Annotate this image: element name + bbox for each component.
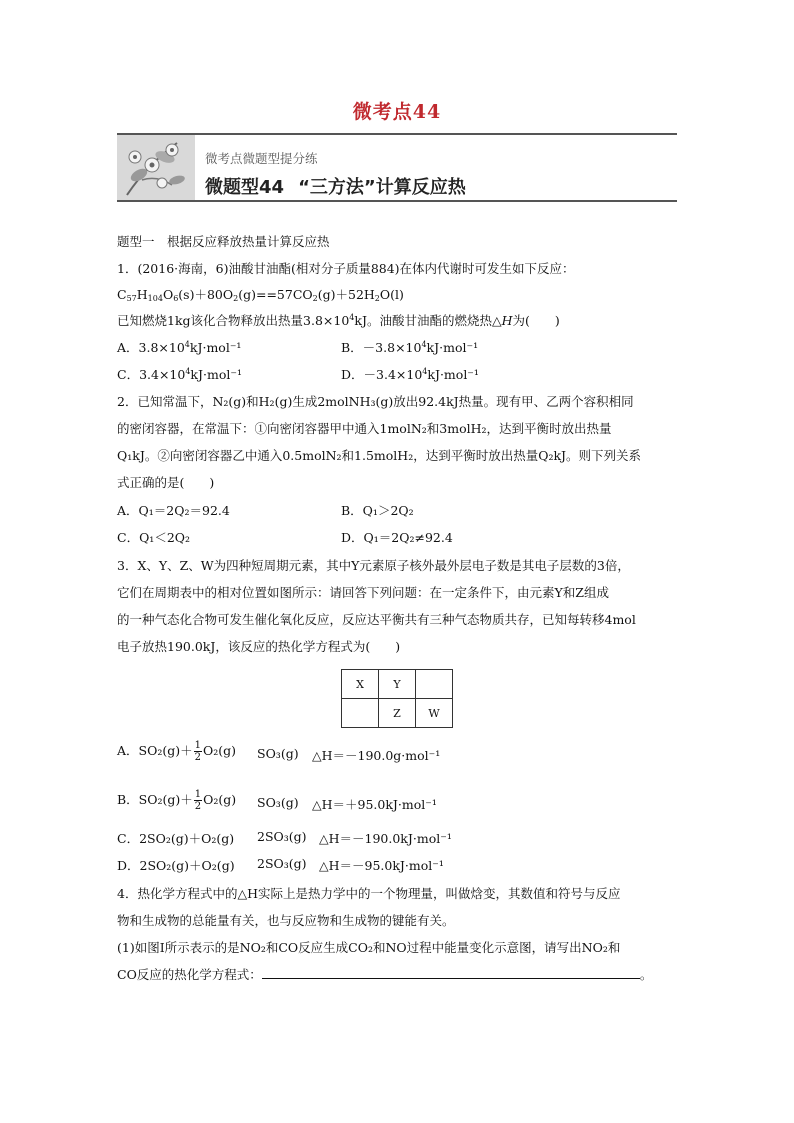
q2-line4: 式正确的是( ) <box>117 475 215 490</box>
flower-illustration-icon <box>117 135 195 200</box>
table-row <box>342 699 453 728</box>
table-cell: Y <box>379 670 416 699</box>
banner-label: 微题型44 <box>205 177 285 198</box>
q3-line1: 3．X、Y、Z、W为四种短周期元素，其中Y元素原子核外最外层电子数是其电子层数的3倍， <box>117 558 630 573</box>
q3-line4: 电子放热190.0kJ，该反应的热化学方程式为( ) <box>117 639 401 654</box>
q3-option-c-product: 2SO₃(g) <box>257 829 307 844</box>
q1-option-d[interactable]: D．$-3.4\times 10^4kJ\cdot mol^{-1}$ <box>341 367 479 382</box>
q3-line3: 的一种气态化合物可发生催化氧化反应，反应达平衡共有三种气态物质共存，已知每转移4mol <box>117 612 636 627</box>
fraction: $\frac{1}{2}$ <box>194 789 202 812</box>
banner-topic: “三方法”计算反应热 <box>298 177 466 198</box>
q3-option-b-enthalpy: △H＝＋95.0kJ·mol⁻¹ <box>312 797 437 812</box>
banner-title <box>205 173 466 199</box>
q4-line1: 4．热化学方程式中的△H实际上是热力学中的一个物理量，叫做焓变，其数值和符号与反应 <box>117 886 621 901</box>
q2-option-a[interactable]: A．Q₁＝2Q₂＝92.4 <box>117 503 230 518</box>
q3-option-d-enthalpy: △H＝－95.0kJ·mol⁻¹ <box>319 858 444 873</box>
q1-stem: 1．(2016·海南，6)油酸甘油酯(相对分子质量884)在体内代谢时可发生如下反应： <box>117 261 575 276</box>
q3-option-c-enthalpy: △H＝－190.0kJ·mol⁻¹ <box>319 831 452 846</box>
q2-option-b[interactable]: B．Q₁＞2Q₂ <box>341 503 414 518</box>
banner-subtitle: 微考点微题型提分练 <box>205 151 318 166</box>
answer-blank[interactable] <box>262 968 640 979</box>
section-heading: 题型一 根据反应释放热量计算反应热 <box>117 234 330 249</box>
q3-option-b-product: SO₃(g) <box>257 795 299 810</box>
q1-option-c[interactable]: C．$3.4\times 10^4kJ\cdot mol^{-1}$ <box>117 367 242 382</box>
q3-option-d-product: 2SO₃(g) <box>257 856 307 871</box>
q3-option-a-product: SO₃(g) <box>257 746 299 761</box>
page-title: 微考点44 <box>352 101 442 123</box>
section-banner <box>117 133 677 203</box>
q1-option-b[interactable]: B．$-3.8\times 10^4kJ\cdot mol^{-1}$ <box>341 340 479 355</box>
q2-option-d[interactable]: D．Q₁＝2Q₂≠92.4 <box>341 530 453 545</box>
table-cell: Z <box>379 699 416 728</box>
q3-option-d[interactable]: D．2SO₂(g)＋O₂(g) <box>117 858 235 873</box>
q2-option-c[interactable]: C．Q₁＜2Q₂ <box>117 530 191 545</box>
table-cell <box>416 670 453 699</box>
q3-option-a[interactable]: A．SO₂(g)＋ $\frac{1}{2}$ O₂(g) <box>117 740 236 763</box>
q2-line3: Q₁kJ。②向密闭容器乙中通入0.5molN₂和1.5molH₂，达到平衡时放出热量Q₂kJ。则下列关系 <box>117 448 642 463</box>
table-row <box>342 670 453 699</box>
q4-line4: CO反应的热化学方程式： 。 <box>117 967 653 982</box>
table-cell <box>342 699 379 728</box>
banner-top-rule <box>117 133 677 135</box>
fraction: $\frac{1}{2}$ <box>194 740 201 763</box>
q3-line2: 它们在周期表中的相对位置如图所示：请回答下列问题：在一定条件下，由元素Y和Z组成 <box>117 585 609 600</box>
q3-option-a-enthalpy: △H＝－190.0g·mol⁻¹ <box>312 748 441 763</box>
table-cell: W <box>416 699 453 728</box>
q1-option-a[interactable]: A．$3.8\times 10^4kJ\cdot mol^{-1}$ <box>117 340 242 355</box>
banner-bottom-rule <box>117 200 677 202</box>
q4-line2: 物和生成物的总能量有关，也与反应物和生成物的键能有关。 <box>117 913 455 928</box>
q1-line3: 已知燃烧1kg该化合物释放出热量$3.8\times 10^4kJ$。油酸甘油酯的燃烧热△H为( ) <box>117 313 560 328</box>
q3-option-b[interactable]: B．SO₂(g)＋ $\frac{1}{2}$ O₂(g) <box>117 789 237 812</box>
q3-option-c[interactable]: C．2SO₂(g)＋O₂(g) <box>117 831 235 846</box>
table-cell: X <box>342 670 379 699</box>
q4-line3: (1)如图Ⅰ所示表示的是NO₂和CO反应生成CO₂和NO过程中能量变化示意图，请写出NO₂和 <box>117 940 621 955</box>
q2-line2: 的密闭容器，在常温下：①向密闭容器甲中通入1molN₂和3molH₂，达到平衡时放出热量 <box>117 421 612 436</box>
periodic-position-table <box>341 669 453 728</box>
q2-line1: 2．已知常温下，N₂(g)和H₂(g)生成2molNH₃(g)放出92.4kJ热量。现有甲、乙两个容积相同 <box>117 394 634 409</box>
q1-equation: $C_{57}H_{104}O_6(s)+80O_2(g)==57CO_2(g)+52H_2O(l)$ <box>117 287 404 303</box>
